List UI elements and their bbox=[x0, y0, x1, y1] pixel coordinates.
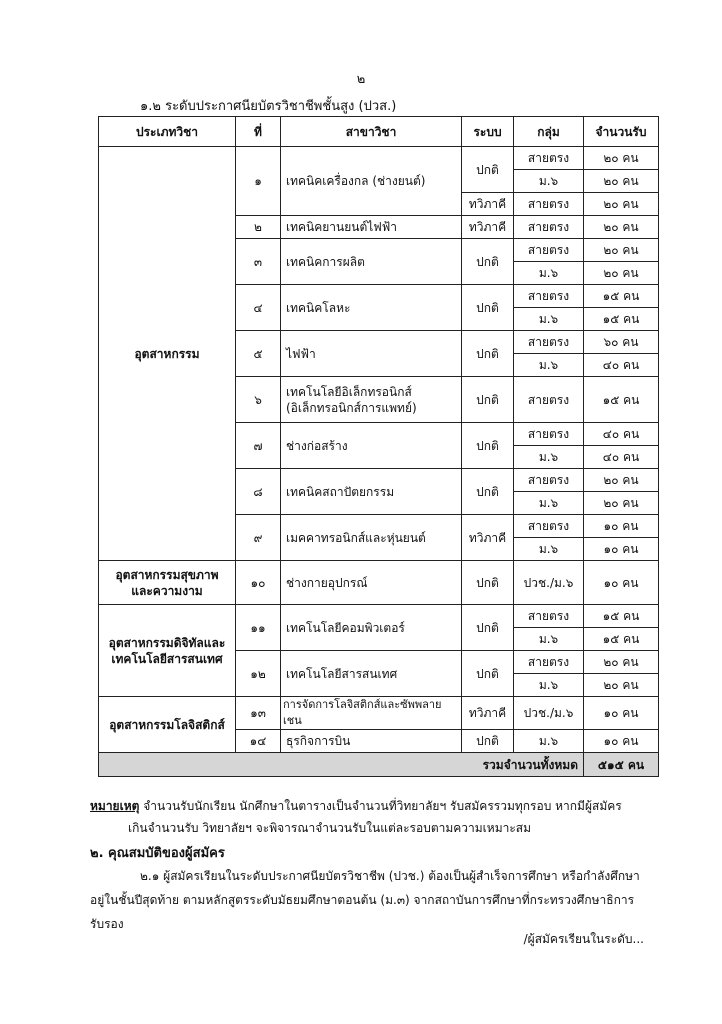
count-cell: ๒๐ คน bbox=[584, 170, 659, 193]
count-cell: ๔๐ คน bbox=[584, 354, 659, 377]
total-row bbox=[99, 753, 659, 777]
count-cell: ๑๕ คน bbox=[584, 605, 659, 628]
major-name: เทคนิคสถาปัตยกรรม bbox=[281, 469, 462, 515]
system-cell: ทวิภาคี bbox=[462, 216, 514, 239]
group-cell: ม.๖ bbox=[514, 538, 584, 561]
row-number: ๙ bbox=[236, 515, 281, 561]
header-no: ที่ bbox=[236, 117, 281, 147]
count-cell: ๔๐ คน bbox=[584, 446, 659, 469]
system-cell: ปกติ bbox=[462, 605, 514, 651]
system-cell: ปกติ bbox=[462, 423, 514, 469]
group-cell: สายตรง bbox=[514, 216, 584, 239]
system-cell: ปกติ bbox=[462, 239, 514, 285]
group-cell: สายตรง bbox=[514, 423, 584, 446]
group-cell: ม.๖ bbox=[514, 492, 584, 515]
major-name: ช่างกายอุปกรณ์ bbox=[281, 561, 462, 605]
category-line1: อุตสาหกรรมดิจิทัลและ bbox=[108, 635, 226, 650]
row-number: ๑ bbox=[236, 147, 281, 216]
qualifications-line1: ๒.๑ ผู้สมัครเรียนในระดับประกาศนียบัตรวิชาชีพ (ปวช.) ต้องเป็นผู้สำเร็จการศึกษา หรือกำลังศึกษา bbox=[140, 869, 640, 883]
count-cell: ๒๐ คน bbox=[584, 469, 659, 492]
count-cell: ๑๕ คน bbox=[584, 285, 659, 308]
table-row bbox=[99, 697, 659, 730]
category-cell: อุตสาหกรรมโลจิสติกส์ bbox=[99, 697, 236, 753]
row-number: ๖ bbox=[236, 377, 281, 423]
note bbox=[90, 795, 622, 839]
group-cell: ม.๖ bbox=[514, 170, 584, 193]
count-cell: ๑๐ คน bbox=[584, 730, 659, 753]
count-cell: ๖๐ คน bbox=[584, 331, 659, 354]
group-cell: ม.๖ bbox=[514, 674, 584, 697]
count-cell: ๑๐ คน bbox=[584, 515, 659, 538]
group-cell: ม.๖ bbox=[514, 628, 584, 651]
category-cell bbox=[99, 605, 236, 697]
system-cell: ปกติ bbox=[462, 561, 514, 605]
qualifications-line2: อยู่ในชั้นปีสุดท้าย ตามหลักสูตรระดับมัธยมศึกษาตอนต้น (ม.๓) จากสถาบันการศึกษาที่กระทรวงศึกษาธิการ bbox=[90, 893, 635, 907]
total-label: รวมจำนวนทั้งหมด bbox=[99, 753, 584, 777]
count-cell: ๑๕ คน bbox=[584, 377, 659, 423]
total-value: ๕๑๕ คน bbox=[584, 753, 659, 777]
row-number: ๑๔ bbox=[236, 730, 281, 753]
row-number: ๑๓ bbox=[236, 697, 281, 730]
count-cell: ๑๕ คน bbox=[584, 308, 659, 331]
major-name: การจัดการโลจิสติกส์และซัพพลายเชน bbox=[281, 697, 462, 730]
table-row bbox=[99, 147, 659, 170]
group-cell: สายตรง bbox=[514, 469, 584, 492]
group-cell: ม.๖ bbox=[514, 308, 584, 331]
major-name-line1: เทคโนโลยีอิเล็กทรอนิกส์ bbox=[286, 384, 412, 399]
group-cell: สายตรง bbox=[514, 605, 584, 628]
header-category: ประเภทวิชา bbox=[99, 117, 236, 147]
note-line1: จำนวนรับนักเรียน นักศึกษาในตารางเป็นจำนวนที่วิทยาลัยฯ รับสมัครรวมทุกรอบ หากมีผู้สมัคร bbox=[143, 799, 622, 813]
count-cell: ๒๐ คน bbox=[584, 147, 659, 170]
group-cell: สายตรง bbox=[514, 147, 584, 170]
system-cell: ปกติ bbox=[462, 377, 514, 423]
count-cell: ๑๐ คน bbox=[584, 538, 659, 561]
major-name: ช่างก่อสร้าง bbox=[281, 423, 462, 469]
group-cell: สายตรง bbox=[514, 285, 584, 308]
group-cell: สายตรง bbox=[514, 239, 584, 262]
major-name: ธุรกิจการบิน bbox=[281, 730, 462, 753]
category-line2: และความงาม bbox=[131, 583, 203, 598]
row-number: ๑๒ bbox=[236, 651, 281, 697]
row-number: ๑๐ bbox=[236, 561, 281, 605]
system-cell: ปกติ bbox=[462, 285, 514, 331]
header-group: กลุ่ม bbox=[514, 117, 584, 147]
major-name bbox=[281, 377, 462, 423]
row-number: ๔ bbox=[236, 285, 281, 331]
section-title: ๑.๒ ระดับประกาศนียบัตรวิชาชีพชั้นสูง (ปวส.) bbox=[140, 99, 397, 114]
count-cell: ๒๐ คน bbox=[584, 674, 659, 697]
count-cell: ๒๐ คน bbox=[584, 262, 659, 285]
group-cell: สายตรง bbox=[514, 377, 584, 423]
category-line2: เทคโนโลยีสารสนเทศ bbox=[111, 651, 223, 666]
major-name: เทคโนโลยีสารสนเทศ bbox=[281, 651, 462, 697]
system-cell: ปกติ bbox=[462, 651, 514, 697]
row-number: ๑๑ bbox=[236, 605, 281, 651]
system-cell: ปกติ bbox=[462, 331, 514, 377]
major-name: เทคนิคเครื่องกล (ช่างยนต์) bbox=[281, 147, 462, 216]
category-cell: อุตสาหกรรม bbox=[99, 147, 236, 561]
major-name: ไฟฟ้า bbox=[281, 331, 462, 377]
page-number: ๒ bbox=[356, 72, 366, 87]
row-number: ๕ bbox=[236, 331, 281, 377]
group-cell: ม.๖ bbox=[514, 262, 584, 285]
system-cell: ปกติ bbox=[462, 469, 514, 515]
group-cell: ม.๖ bbox=[514, 730, 584, 753]
system-cell: ทวิภาคี bbox=[462, 515, 514, 561]
major-name-line2: (อิเล็กทรอนิกส์การแพทย์) bbox=[286, 400, 417, 415]
group-cell: สายตรง bbox=[514, 651, 584, 674]
course-table bbox=[98, 116, 659, 777]
row-number: ๗ bbox=[236, 423, 281, 469]
row-number: ๘ bbox=[236, 469, 281, 515]
table-row bbox=[99, 561, 659, 605]
count-cell: ๒๐ คน bbox=[584, 239, 659, 262]
count-cell: ๔๐ คน bbox=[584, 423, 659, 446]
system-cell: ปกติ bbox=[462, 730, 514, 753]
header-system: ระบบ bbox=[462, 117, 514, 147]
table-header-row bbox=[99, 117, 659, 147]
group-cell: ปวช./ม.๖ bbox=[514, 561, 584, 605]
major-name: เทคนิคยานยนต์ไฟฟ้า bbox=[281, 216, 462, 239]
group-cell: ม.๖ bbox=[514, 446, 584, 469]
qualifications-line3: รับรอง bbox=[90, 917, 124, 931]
header-major: สาขาวิชา bbox=[281, 117, 462, 147]
row-number: ๒ bbox=[236, 216, 281, 239]
continuation-text: /ผู้สมัครเรียนในระดับ... bbox=[523, 932, 644, 946]
note-line2: เกินจำนวนรับ วิทยาลัยฯ จะพิจารณาจำนวนรับในแต่ละรอบตามความเหมาะสม bbox=[128, 821, 532, 835]
group-cell: สายตรง bbox=[514, 515, 584, 538]
count-cell: ๒๐ คน bbox=[584, 216, 659, 239]
table-row bbox=[99, 605, 659, 628]
major-name: เมคคาทรอนิกส์และหุ่นยนต์ bbox=[281, 515, 462, 561]
qualifications-heading: ๒. คุณสมบัติของผู้สมัคร bbox=[90, 846, 225, 861]
major-name: เทคนิคการผลิต bbox=[281, 239, 462, 285]
group-cell: ปวช./ม.๖ bbox=[514, 697, 584, 730]
group-cell: สายตรง bbox=[514, 331, 584, 354]
note-label: หมายเหตุ bbox=[90, 799, 140, 813]
group-cell: สายตรง bbox=[514, 193, 584, 216]
category-cell bbox=[99, 561, 236, 605]
qualifications-body bbox=[90, 864, 650, 936]
system-cell: ปกติ bbox=[462, 147, 514, 193]
category-line1: อุตสาหกรรมสุขภาพ bbox=[115, 567, 219, 582]
count-cell: ๒๐ คน bbox=[584, 492, 659, 515]
group-cell: ม.๖ bbox=[514, 354, 584, 377]
major-name: เทคโนโลยีคอมพิวเตอร์ bbox=[281, 605, 462, 651]
row-number: ๓ bbox=[236, 239, 281, 285]
count-cell: ๒๐ คน bbox=[584, 193, 659, 216]
header-count: จำนวนรับ bbox=[584, 117, 659, 147]
system-cell: ทวิภาคี bbox=[462, 193, 514, 216]
count-cell: ๑๐ คน bbox=[584, 561, 659, 605]
major-name: เทคนิคโลหะ bbox=[281, 285, 462, 331]
count-cell: ๑๕ คน bbox=[584, 628, 659, 651]
count-cell: ๒๐ คน bbox=[584, 651, 659, 674]
count-cell: ๑๐ คน bbox=[584, 697, 659, 730]
system-cell: ทวิภาคี bbox=[462, 697, 514, 730]
